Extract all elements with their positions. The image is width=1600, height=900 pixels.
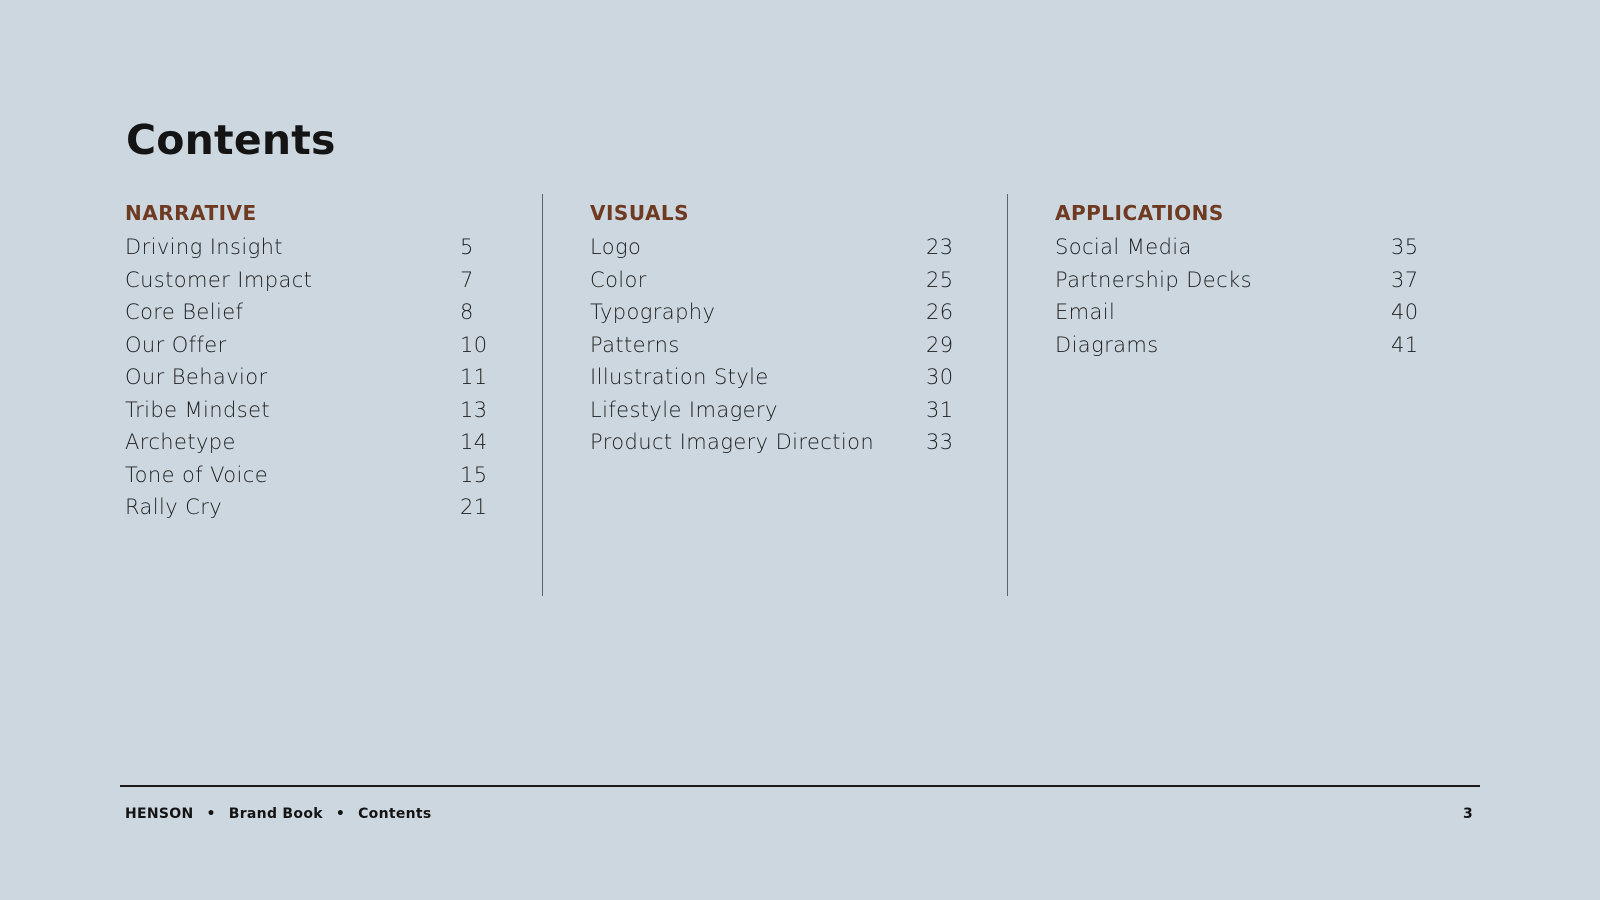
entry-title: Lifestyle Imagery: [590, 397, 778, 422]
footer-section-name: Contents: [358, 806, 432, 822]
toc-entry-our-offer[interactable]: [125, 329, 500, 362]
footer-page-number: 3: [1462, 806, 1473, 822]
toc-entry-color[interactable]: [590, 264, 966, 297]
toc-entry-our-behavior[interactable]: [125, 361, 500, 394]
toc-entry-archetype[interactable]: [125, 426, 500, 459]
entry-page-number: 7: [460, 267, 474, 292]
toc-column-applications: [1055, 198, 1431, 361]
entry-title: Tribe Mindset: [125, 397, 271, 422]
entry-page-number: 14: [460, 430, 488, 455]
toc-entry-social-media[interactable]: [1055, 231, 1431, 264]
column-divider: [542, 194, 543, 596]
entry-title: Color: [590, 267, 647, 292]
entry-page-number: 21: [460, 495, 488, 520]
entry-title: Rally Cry: [125, 495, 223, 520]
entry-title: Social Media: [1055, 235, 1192, 260]
footer-breadcrumb: [125, 806, 432, 822]
entry-page-number: 29: [926, 332, 954, 357]
toc-entry-driving-insight[interactable]: [125, 231, 500, 264]
section-heading-applications: APPLICATIONS: [1055, 201, 1224, 225]
entry-title: Logo: [590, 235, 642, 260]
entry-title: Email: [1055, 300, 1116, 325]
toc-entry-tribe-mindset[interactable]: [125, 394, 500, 427]
footer-separator: •: [206, 806, 216, 822]
toc-entry-product-imagery-direction[interactable]: [590, 426, 966, 459]
entry-title: Archetype: [125, 430, 236, 455]
toc-list-applications: [1055, 231, 1431, 361]
toc-entry-patterns[interactable]: [590, 329, 966, 362]
footer: [125, 806, 1475, 822]
entry-title: Patterns: [590, 332, 680, 357]
entry-page-number: 23: [926, 235, 954, 260]
entry-title: Typography: [590, 300, 716, 325]
entry-page-number: 41: [1391, 332, 1419, 357]
toc-entry-lifestyle-imagery[interactable]: [590, 394, 966, 427]
entry-page-number: 31: [926, 397, 954, 422]
footer-brand: HENSON: [125, 806, 194, 822]
toc-entry-tone-of-voice[interactable]: [125, 459, 500, 492]
toc-list-visuals: [590, 231, 966, 459]
entry-page-number: 35: [1391, 235, 1419, 260]
entry-page-number: 25: [926, 267, 954, 292]
toc-entry-customer-impact[interactable]: [125, 264, 500, 297]
entry-title: Our Offer: [125, 332, 227, 357]
footer-document-name: Brand Book: [228, 806, 323, 822]
footer-rule: [120, 785, 1480, 787]
toc-entry-logo[interactable]: [590, 231, 966, 264]
entry-page-number: 11: [460, 365, 488, 390]
entry-page-number: 13: [460, 397, 488, 422]
section-heading-narrative: NARRATIVE: [125, 201, 257, 225]
entry-title: Core Belief: [125, 300, 244, 325]
toc-column-narrative: [125, 198, 500, 524]
entry-page-number: 10: [460, 332, 488, 357]
toc-entry-rally-cry[interactable]: [125, 491, 500, 524]
entry-page-number: 40: [1391, 300, 1419, 325]
toc-list-narrative: [125, 231, 500, 524]
entry-title: Driving Insight: [125, 235, 283, 260]
toc-entry-illustration-style[interactable]: [590, 361, 966, 394]
toc-entry-diagrams[interactable]: [1055, 329, 1431, 362]
entry-page-number: 33: [926, 430, 954, 455]
entry-page-number: 5: [460, 235, 474, 260]
entry-page-number: 8: [460, 300, 474, 325]
entry-page-number: 30: [926, 365, 954, 390]
entry-title: Illustration Style: [590, 365, 769, 390]
page-title: Contents: [126, 116, 336, 164]
toc-entry-email[interactable]: [1055, 296, 1431, 329]
entry-title: Product Imagery Direction: [590, 430, 875, 455]
toc-entry-core-belief[interactable]: [125, 296, 500, 329]
entry-page-number: 26: [926, 300, 954, 325]
toc-column-visuals: [590, 198, 966, 459]
toc-entry-partnership-decks[interactable]: [1055, 264, 1431, 297]
entry-title: Diagrams: [1055, 332, 1159, 357]
section-heading-visuals: VISUALS: [590, 201, 690, 225]
entry-title: Customer Impact: [125, 267, 313, 292]
footer-separator: •: [335, 806, 346, 822]
entry-page-number: 15: [460, 462, 488, 487]
entry-title: Tone of Voice: [125, 462, 269, 487]
entry-page-number: 37: [1391, 267, 1419, 292]
entry-title: Our Behavior: [125, 365, 268, 390]
toc-entry-typography[interactable]: [590, 296, 966, 329]
column-divider: [1007, 194, 1008, 596]
entry-title: Partnership Decks: [1055, 267, 1252, 292]
